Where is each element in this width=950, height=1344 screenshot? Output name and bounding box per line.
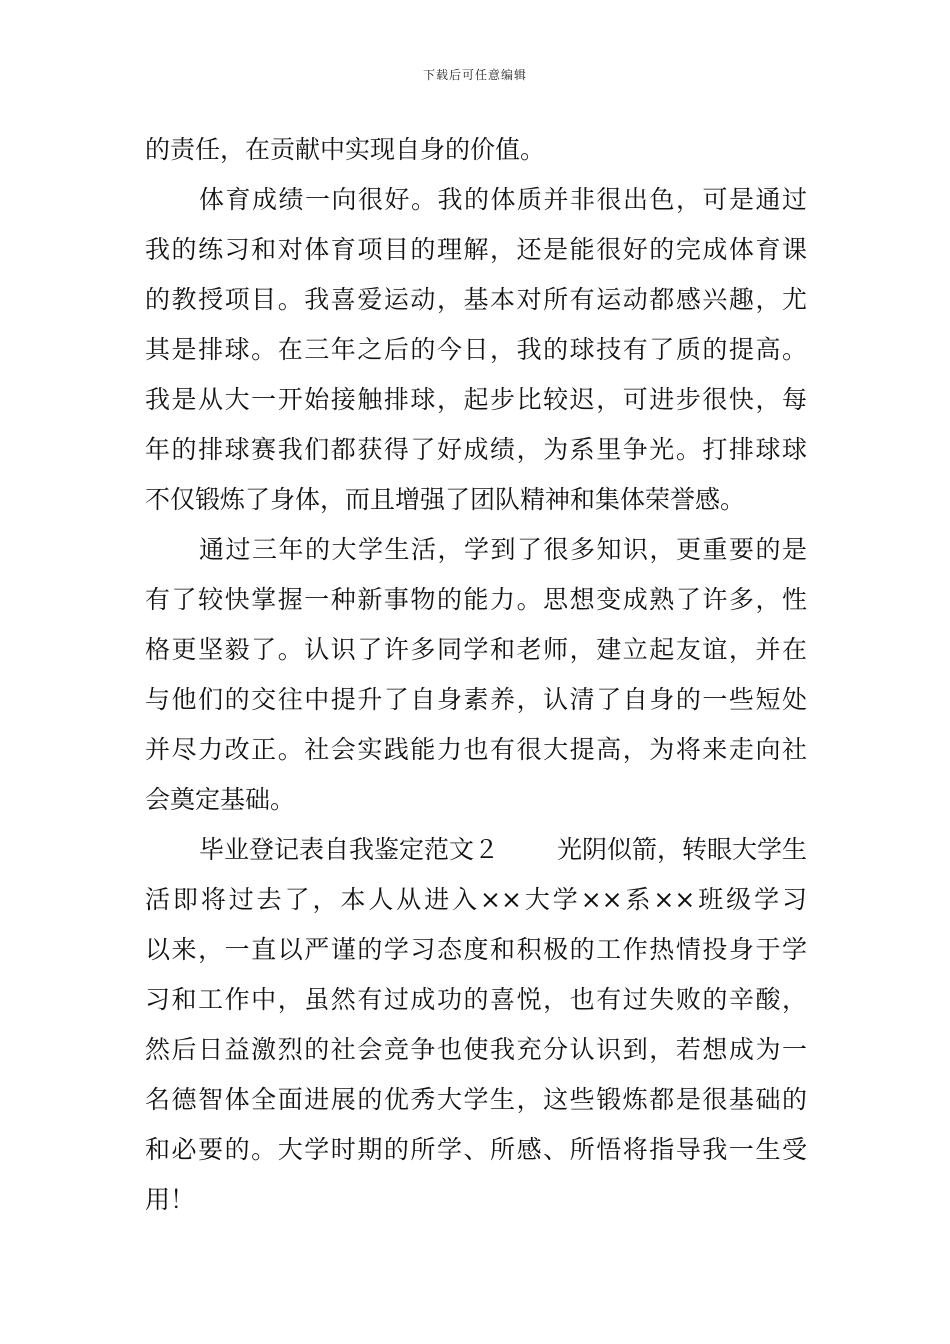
paragraph-line: 我的练习和对体育项目的理解，还是能很好的完成体育课	[145, 235, 807, 264]
paragraph-line: 的教授项目。我喜爱运动，基本对所有运动都感兴趣，尤	[145, 285, 807, 314]
paragraph-line: 与他们的交往中提升了自身素养，认清了自身的一些短处	[145, 685, 807, 714]
paragraph-line: 习和工作中，虽然有过成功的喜悦，也有过失败的辛酸，	[145, 985, 807, 1014]
paragraph-line: 其是排球。在三年之后的今日，我的球技有了质的提高。	[145, 335, 807, 364]
paragraph-line: 通过三年的大学生活，学到了很多知识，更重要的是	[199, 535, 807, 564]
paragraph-line: 我是从大一开始接触排球，起步比较迟，可进步很快，每	[145, 385, 807, 414]
section-title: 毕业登记表自我鉴定范文２	[199, 835, 500, 864]
paragraph-line: 活即将过去了，本人从进入××大学××系××班级学习	[145, 885, 807, 914]
paragraph-line: 会奠定基础。	[145, 785, 296, 814]
paragraph-line: 和必要的。大学时期的所学、所感、所悟将指导我一生受	[145, 1135, 807, 1164]
paragraph-line-start: 光阴似箭，转眼大学生	[556, 835, 807, 864]
paragraph-line: 并尽力改正。社会实践能力也有很大提高，为将来走向社	[145, 735, 807, 764]
document-body	[145, 125, 807, 1225]
paragraph-line: 以来，一直以严谨的学习态度和积极的工作热情投身于学	[145, 935, 807, 964]
paragraph-line: 体育成绩一向很好。我的体质并非很出色，可是通过	[199, 185, 807, 214]
paragraph-line: 年的排球赛我们都获得了好成绩，为系里争光。打排球球	[145, 435, 807, 464]
paragraph-line: 用！	[145, 1185, 196, 1214]
section-heading-line	[145, 825, 807, 875]
paragraph-line: 格更坚毅了。认识了许多同学和老师，建立起友谊，并在	[145, 635, 807, 664]
paragraph-line: 的责任，在贡献中实现自身的价值。	[145, 135, 546, 164]
paragraph-line: 然后日益激烈的社会竞争也使我充分认识到，若想成为一	[145, 1035, 807, 1064]
paragraph-line: 名德智体全面进展的优秀大学生，这些锻炼都是很基础的	[145, 1085, 807, 1114]
page-header-note: 下载后可任意编辑	[422, 68, 527, 82]
paragraph-line: 有了较快掌握一种新事物的能力。思想变成熟了许多，性	[145, 585, 807, 614]
paragraph-line: 不仅锻炼了身体，而且增强了团队精神和集体荣誉感。	[145, 485, 746, 514]
